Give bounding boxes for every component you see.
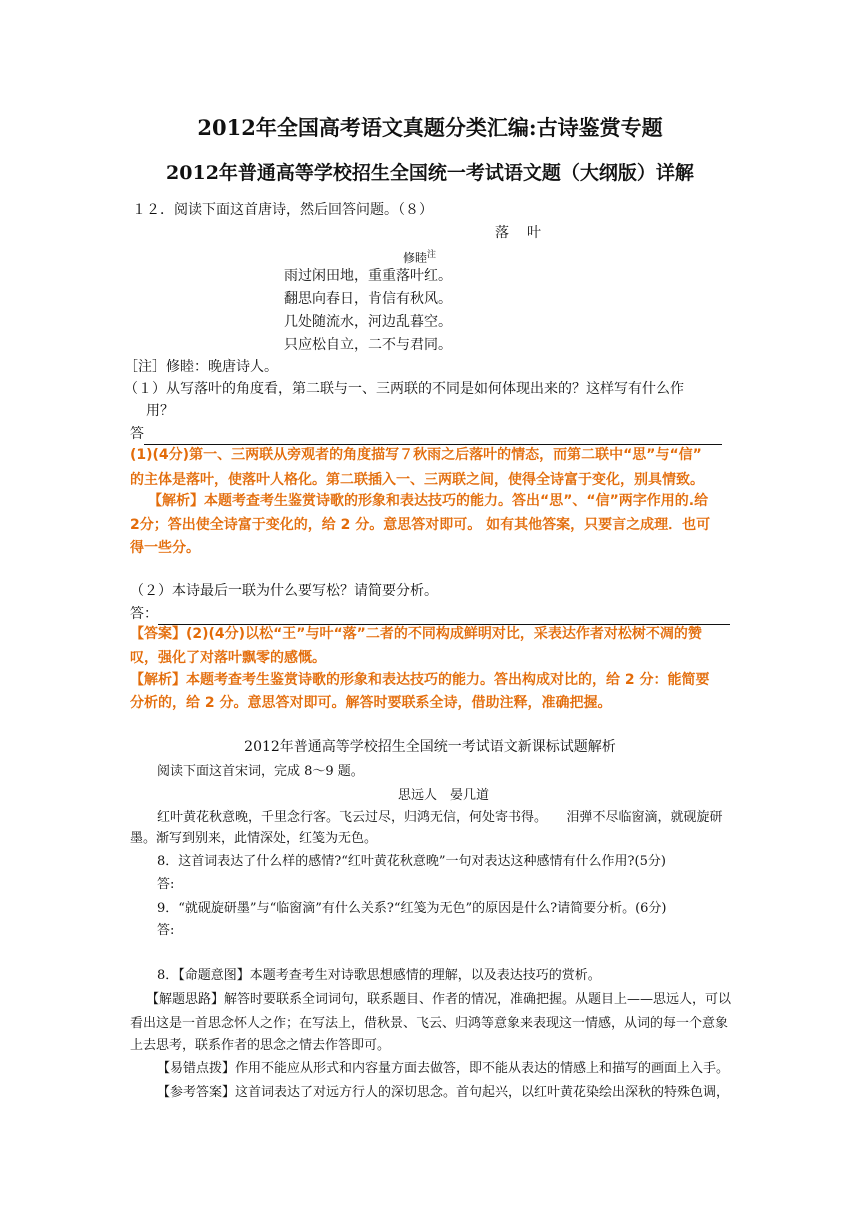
- answer-2-line2: 叹，强化了对落叶飘零的感慨。: [130, 650, 326, 666]
- section2-intro: 阅读下面这首宋词，完成 8～9 题。: [157, 764, 364, 779]
- poem-line: 翻思向春日，肯信有秋风。: [284, 291, 452, 307]
- answer-1-analysis-line1: 【解析】本题考查考生鉴赏诗歌的形象和表达技巧的能力。答出“思”、“信”两字作用的.给: [148, 493, 709, 509]
- poem-note: ［注］修睦：晚唐诗人。: [124, 359, 278, 375]
- poem-line: 只应松自立，二不与君同。: [284, 337, 452, 353]
- question-9: 9．“就砚旋研墨”与“临窗滴”有什么关系?“红笺为无色”的原因是什么?请简要分析。(6分): [157, 901, 667, 916]
- poem-line: 雨过闲田地，重重落叶红。: [284, 268, 452, 284]
- explanation-approach-line3: 上去思考，联系作者的思念之情去作答即可。: [130, 1038, 391, 1053]
- answer-1-line2: 的主体是落叶，使落叶人格化。第二联插入一、三两联之间，使得全诗富于变化，别具情致。: [130, 472, 704, 488]
- answer-1-line1: (1)(4分)第一、三两联从旁观者的角度描写７秋雨之后落叶的情态，而第二联中“思”与“信”: [130, 447, 702, 463]
- question-8: 8．这首词表达了什么样的感情?“红叶黄花秋意晚”一句对表达这种感情有什么作用?(5分): [157, 854, 666, 869]
- answer-1-analysis-line3: 得一些分。: [130, 540, 200, 556]
- ci-line2: 墨。渐写到别来，此情深处，红笺为无色。: [130, 831, 378, 846]
- explanation-reference-answer: 【参考答案】这首词表达了对远方行人的深切思念。首句起兴，以红叶黄花染绘出深秋的特殊色调，: [157, 1085, 730, 1100]
- question-intro: １２．阅读下面这首唐诗，然后回答问题。（８）: [132, 202, 433, 218]
- analysis-tag: 【解析】: [148, 493, 204, 509]
- explanation-approach-line1: 【解题思路】解答时要联系全词词句，联系题目、作者的情况，准确把握。从题目上——思远人，可以: [146, 992, 732, 1007]
- explanation-intent: 8．【命题意图】本题考查考生对诗歌思想感情的理解，以及表达技巧的赏析。: [157, 968, 601, 983]
- explanation-pitfalls: 【易错点拨】作用不能应从形式和内容量方面去做答，即不能从表达的情感上和描写的画面上入手。: [157, 1061, 730, 1076]
- ci-line1: 红叶黄花秋意晚，千里念行客。飞云过尽，归鸿无信，何处寄书得。 泪弹不尽临窗滴，就砚旋研: [157, 810, 723, 825]
- answer-line-1: [130, 423, 722, 445]
- section1-heading: 2012年普通高等学校招生全国统一考试语文题（大纲版）详解: [166, 162, 694, 184]
- answer-2-analysis-line2: 分析的，给 2 分。意思答对即可。解答时要联系全诗，借助注释，准确把握。: [130, 695, 612, 711]
- poem-line: 几处随流水，河边乱暮空。: [284, 314, 452, 330]
- poem-title: 落 叶: [495, 225, 543, 241]
- document-title: 2012年全国高考语文真题分类汇编:古诗鉴赏专题: [197, 115, 663, 140]
- question-1-line1: （１）从写落叶的角度看，第二联与一、三两联的不同是如何体现出来的？这样写有什么作: [124, 381, 684, 397]
- poem-author-name: 修睦: [403, 251, 428, 265]
- explanation-approach-line2: 看出这是一首思念怀人之作；在写法上，借秋景、飞云、归鸿等意象来表现这一情感，从词的每一个意象: [130, 1016, 729, 1031]
- question-9-answer: 答:: [157, 923, 175, 938]
- question-8-answer: 答:: [157, 877, 175, 892]
- answer-label: 答：: [130, 606, 158, 622]
- section2-heading: 2012年普通高等学校招生全国统一考试语文新课标试题解析: [244, 739, 616, 755]
- answer-label: 答: [130, 426, 144, 442]
- answer-2-line1: 【答案】(2)(4分)以松“王”与叶“落”二者的不同构成鲜明对比，采表达作者对松树不凋的赞: [130, 626, 702, 642]
- answer-2-analysis-line1: 【解析】本题考查考生鉴赏诗歌的形象和表达技巧的能力。答出构成对比的，给 2 分：能简要: [130, 672, 710, 688]
- ci-title: 思远人 晏几道: [398, 788, 490, 803]
- answer-1-analysis-line2: 2分；答出使全诗富于变化的，给 2 分。意思答对即可。 如有其他答案，只要言之成理．也可: [130, 517, 711, 533]
- question-1-line2: 用？: [146, 403, 174, 419]
- question-2: （２）本诗最后一联为什么要写松？请简要分析。: [130, 583, 438, 599]
- poem-author-note: 注: [427, 250, 437, 260]
- poem-author: [403, 246, 436, 267]
